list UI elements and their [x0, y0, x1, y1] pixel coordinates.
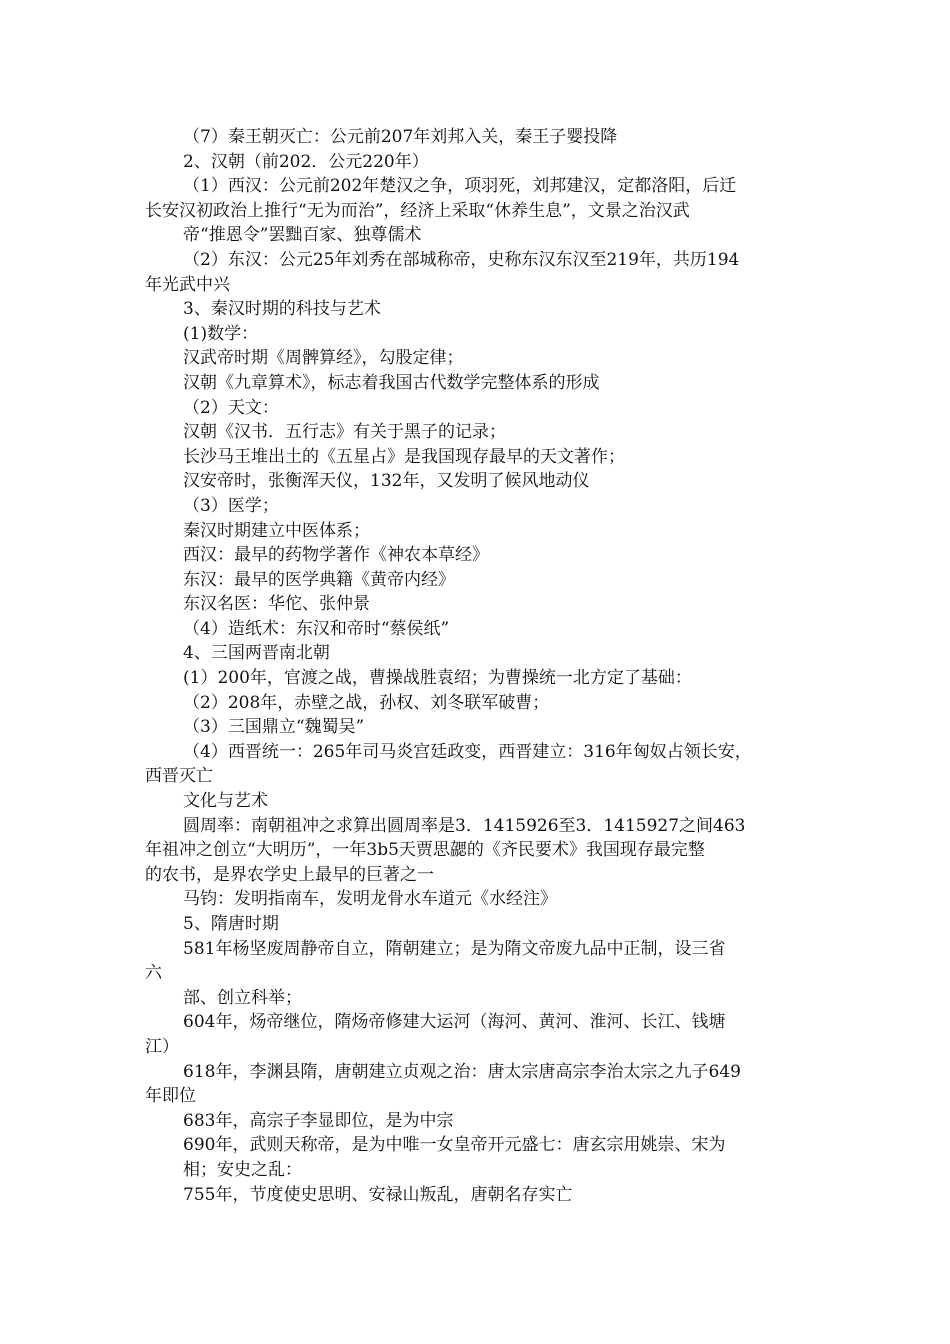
text-line: 东汉名医：华佗、张仲景 [183, 594, 370, 615]
text-line: (1）200年，官渡之战，曹操战胜袁绍；为曹操统一北方定了基础： [183, 668, 692, 689]
text-line: 秦汉时期建立中医体系； [183, 520, 370, 541]
text-line: （2）208年，赤壁之战，孙权、刘冬联军破曹； [183, 692, 550, 713]
text-line: 东汉：最早的医学典籍《黄帝内经》 [183, 569, 455, 590]
text-line: （3）医学； [183, 495, 279, 516]
text-line: 汉朝《九章算术》，标志着我国古代数学完整体系的形成 [183, 372, 600, 393]
text-line: （2）天文： [183, 397, 279, 418]
text-line: 马钧：发明指南车，发明龙骨水车道元《水经注》 [183, 889, 557, 910]
text-line: 的农书，是界农学史上最早的巨著之一 [145, 864, 434, 885]
text-line: 5、隋唐时期 [183, 914, 279, 934]
text-line: （7）秦王朝灭亡：公元前207年刘邦入关，秦王子婴投降 [183, 127, 618, 147]
text-line: 汉武帝时期《周髀算经》，勾股定律； [183, 348, 464, 369]
text-line: 西汉：最早的药物学著作《神农本草经》 [183, 545, 489, 566]
text-line: 六 [145, 963, 162, 984]
text-line: (1)数学： [183, 323, 259, 344]
text-line: （3）三国鼎立“魏蜀吴” [183, 717, 365, 738]
text-line: 690年，武则天称帝，是为中唯一女皇帝开元盛七：唐玄宗用姚崇、宋为 [183, 1135, 726, 1156]
text-line: 755年，节度使史思明、安禄山叛乱，唐朝名存实亡 [183, 1184, 573, 1205]
text-line: 年即位 [145, 1086, 196, 1107]
text-line: 文化与艺术 [183, 791, 268, 812]
text-line: 相；安史之乱： [183, 1159, 302, 1180]
text-line: 帝“推恩令”罢黜百家、独尊儒术 [183, 225, 422, 246]
text-line: （2）东汉：公元25年刘秀在部城称帝，史称东汉东汉至219年，共历194 [183, 249, 740, 270]
text-line: 2、汉朝（前202．公元220年） [183, 151, 429, 172]
text-line: 年光武中兴 [145, 274, 230, 295]
text-line: 581年杨坚废周静帝自立，隋朝建立；是为隋文帝废九品中正制，设三省 [183, 938, 726, 959]
text-line: 618年，李渊县隋，唐朝建立贞观之治：唐太宗唐高宗李治太宗之九子649 [183, 1061, 741, 1082]
text-line: 4、三国两晋南北朝 [183, 643, 330, 664]
text-line: 长沙马王堆出土的《五星占》是我国现存最早的天文著作； [183, 446, 625, 467]
text-line: 西晋灭亡 [145, 766, 213, 787]
text-line: 江） [145, 1036, 179, 1057]
text-line: 3、秦汉时期的科技与艺术 [183, 299, 381, 320]
text-line: （4）西晋统一：265年司马炎宫廷政变，西晋建立：316年匈奴占领长安， [183, 741, 752, 762]
text-line: 年祖冲之创立“大明历”，一年3b5天贾思勰的《齐民要术》我国现存最完整 [145, 840, 705, 861]
text-line: （1）西汉：公元前202年楚汉之争，项羽死，刘邦建汉，定都洛阳，后迁 [183, 176, 737, 197]
text-line: （4）造纸术：东汉和帝时“蔡侯纸” [183, 618, 450, 639]
text-line: 汉朝《汉书．五行志》有关于黑子的记录； [183, 422, 506, 443]
text-line: 长安汉初政治上推行“无为而治”，经济上采取“休养生息”，文景之治汉武 [145, 200, 690, 221]
text-line: 汉安帝时，张衡浑天仪，132年，又发明了候风地动仪 [183, 471, 590, 492]
text-line: 部、创立科举； [183, 987, 302, 1008]
text-line: 604年，炀帝继位，隋炀帝修建大运河（海河、黄河、淮河、长江、钱塘 [183, 1012, 726, 1033]
text-line: 683年，高宗子李显即位，是为中宗 [183, 1110, 454, 1131]
document-body [145, 125, 810, 1207]
text-line: 圆周率：南朝祖冲之求算出圆周率是3．1415926至3．1415927之间463 [183, 815, 746, 836]
